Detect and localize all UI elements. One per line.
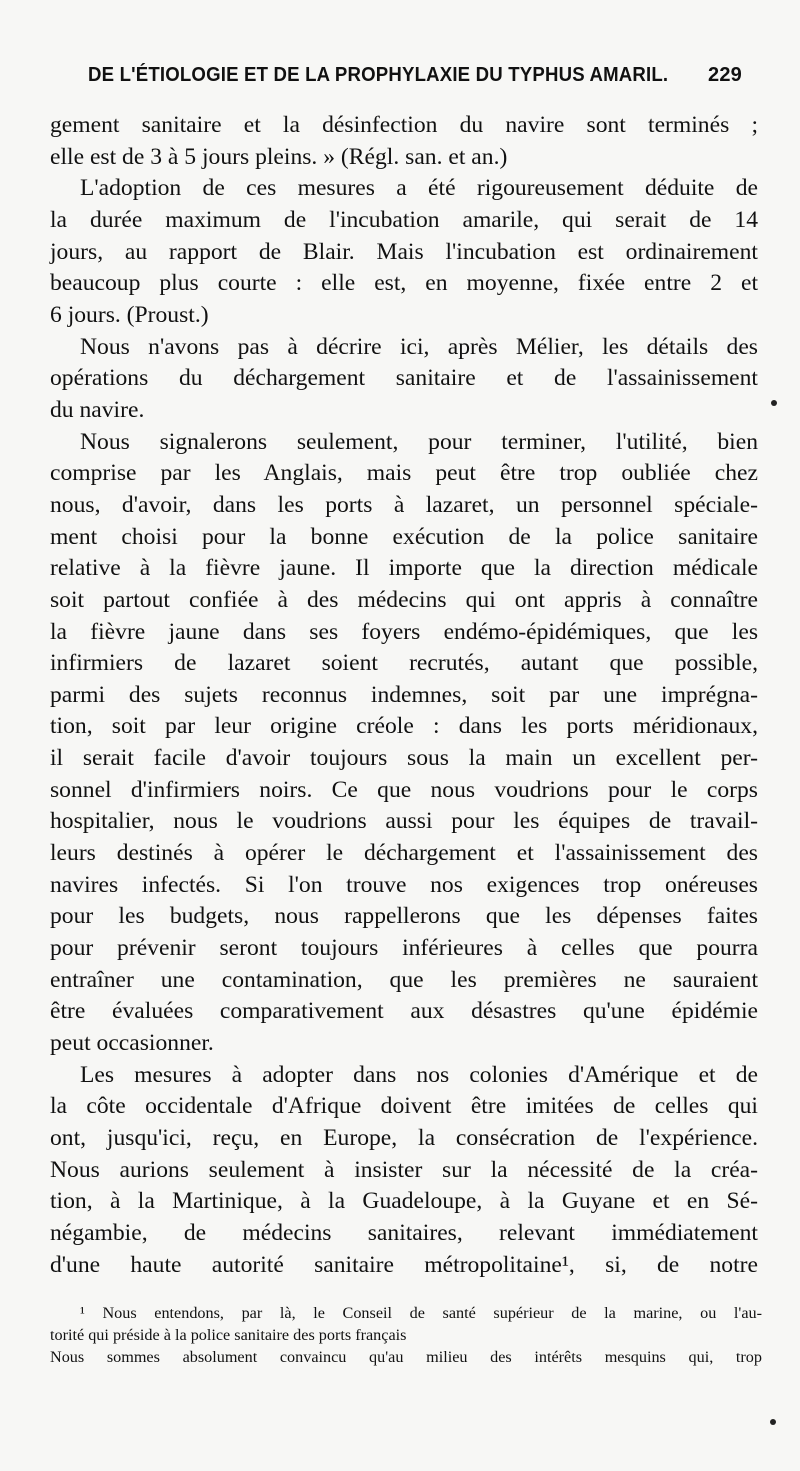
text-line: beaucoup plus courte : elle est, en moyenne, fixée entre 2 et <box>50 270 758 297</box>
text-line: Nous n'avons pas à décrire ici, après Mélier, les détails des <box>80 333 758 360</box>
text-line: tion, soit par leur origine créole : dans les ports méridionaux, <box>50 713 758 740</box>
text-line: tion, à la Martinique, à la Guadeloupe, à la Guyane et en Sé- <box>50 1188 758 1215</box>
text-line: elle est de 3 à 5 jours pleins. » (Régl. san. et an.) <box>50 143 508 170</box>
text-line: comprise par les Anglais, mais peut être trop oubliée chez <box>50 460 758 487</box>
text-line: 6 jours. (Proust.) <box>50 301 209 328</box>
text-line: parmi des sujets reconnus indemnes, soit par une imprégna- <box>50 681 758 708</box>
text-line: d'une haute autorité sanitaire métropolitaine¹, si, de notre <box>50 1251 758 1278</box>
text-line: opérations du déchargement sanitaire et de l'assainissement <box>50 365 758 392</box>
text-line: pour prévenir seront toujours inférieures à celles que pourra <box>50 935 758 962</box>
print-speck <box>770 1419 776 1425</box>
text-line: la durée maximum de l'incubation amarile, qui serait de 14 <box>50 206 758 233</box>
text-line: entraîner une contamination, que les premières ne sauraient <box>50 966 758 993</box>
text-line: Nous signalerons seulement, pour terminer, l'utilité, bien <box>80 428 758 455</box>
text-line: gement sanitaire et la désinfection du navire sont terminés ; <box>50 112 758 138</box>
text-line: sonnel d'infirmiers noirs. Ce que nous voudrions pour le corps <box>50 776 758 803</box>
text-line: ont, jusqu'ici, reçu, en Europe, la consécration de l'expérience. <box>50 1125 758 1151</box>
text-line: Nous aurions seulement à insister sur la nécessité de la créa- <box>50 1156 758 1183</box>
text-line: nous, d'avoir, dans les ports à lazaret, un personnel spéciale- <box>50 491 758 518</box>
footnote-line: torité qui préside à la police sanitaire des ports français <box>50 1326 407 1344</box>
text-line: leurs destinés à opérer le déchargement et l'assainissement des <box>50 840 758 867</box>
body-text <box>50 110 758 1281</box>
print-speck <box>771 400 777 406</box>
text-line: négambie, de médecins sanitaires, relevant immédiatement <box>50 1219 758 1246</box>
text-line: infirmiers de lazaret soient recrutés, autant que possible, <box>50 650 758 677</box>
text-line: Les mesures à adopter dans nos colonies d'Amérique et de <box>80 1061 758 1088</box>
text-line: L'adoption de ces mesures a été rigoureusement déduite de <box>80 175 758 202</box>
text-line: la côte occidentale d'Afrique doivent être imitées de celles qui <box>50 1093 758 1120</box>
text-line: être évaluées comparativement aux désastres qu'une épidémie <box>50 998 758 1025</box>
footnote-line: Nous sommes absolument convaincu qu'au milieu des intérêts mesquins qui, trop <box>50 1348 762 1366</box>
text-line: jours, au rapport de Blair. Mais l'incubation est ordinairement <box>50 238 758 265</box>
text-line: navires infectés. Si l'on trouve nos exigences trop onéreuses <box>50 871 758 898</box>
running-header <box>88 64 752 98</box>
text-line: la fièvre jaune dans ses foyers endémo-épidémiques, que les <box>50 618 758 645</box>
text-line: soit partout confiée à des médecins qui ont appris à connaître <box>50 586 758 613</box>
text-line: il serait facile d'avoir toujours sous la main un excellent per- <box>50 745 758 772</box>
footnote-line: ¹ Nous entendons, par là, le Conseil de santé supérieur de la marine, ou l'au- <box>80 1304 762 1322</box>
text-line: peut occasionner. <box>50 1030 214 1057</box>
page-number: 229 <box>708 64 742 86</box>
text-line: hospitalier, nous le voudrions aussi pour les équipes de travail- <box>50 808 758 835</box>
text-line: du navire. <box>50 396 145 423</box>
running-title: DE L'ÉTIOLOGIE ET DE LA PROPHYLAXIE DU TYPHUS AMARIL. <box>88 64 669 86</box>
text-line: relative à la fièvre jaune. Il importe que la direction médicale <box>50 555 758 582</box>
text-line: pour les budgets, nous rappellerons que les dépenses faites <box>50 903 758 930</box>
text-line: ment choisi pour la bonne exécution de la police sanitaire <box>50 523 758 550</box>
footnotes <box>50 1302 762 1368</box>
